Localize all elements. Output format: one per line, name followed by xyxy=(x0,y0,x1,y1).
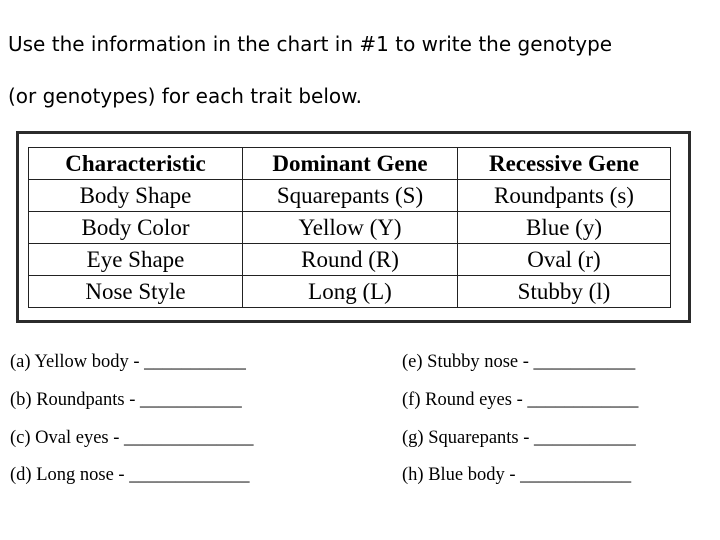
table-cell: Roundpants (s) xyxy=(458,180,671,212)
question-g: (g) Squarepants - ___________ xyxy=(402,428,636,448)
table-row xyxy=(29,276,671,308)
table-cell: Body Shape xyxy=(29,180,243,212)
table-row xyxy=(29,180,671,212)
question-c: (c) Oval eyes - ______________ xyxy=(10,428,254,448)
question-h: (h) Blue body - ____________ xyxy=(402,465,632,485)
header-characteristic: Characteristic xyxy=(29,148,243,180)
question-b: (b) Roundpants - ___________ xyxy=(10,390,242,410)
table-cell: Oval (r) xyxy=(458,244,671,276)
table-cell: Nose Style xyxy=(29,276,243,308)
table-row xyxy=(29,212,671,244)
header-recessive-gene: Recessive Gene xyxy=(458,148,671,180)
table-header-row xyxy=(29,148,671,180)
table-cell: Blue (y) xyxy=(458,212,671,244)
table-cell: Body Color xyxy=(29,212,243,244)
instructions xyxy=(8,18,708,122)
trait-table-frame xyxy=(17,132,690,322)
question-e: (e) Stubby nose - ___________ xyxy=(402,352,636,372)
table-cell: Stubby (l) xyxy=(458,276,671,308)
trait-table xyxy=(28,147,671,308)
question-a: (a) Yellow body - ___________ xyxy=(10,352,246,372)
table-cell: Yellow (Y) xyxy=(243,212,458,244)
table-cell: Long (L) xyxy=(243,276,458,308)
header-dominant-gene: Dominant Gene xyxy=(243,148,458,180)
table-cell: Eye Shape xyxy=(29,244,243,276)
instructions-line-1: Use the information in the chart in #1 to write the genotype xyxy=(8,32,613,56)
table-cell: Round (R) xyxy=(243,244,458,276)
table-row xyxy=(29,244,671,276)
question-f: (f) Round eyes - ____________ xyxy=(402,390,639,410)
instructions-line-2: (or genotypes) for each trait below. xyxy=(8,84,362,108)
question-d: (d) Long nose - _____________ xyxy=(10,465,250,485)
table-cell: Squarepants (S) xyxy=(243,180,458,212)
